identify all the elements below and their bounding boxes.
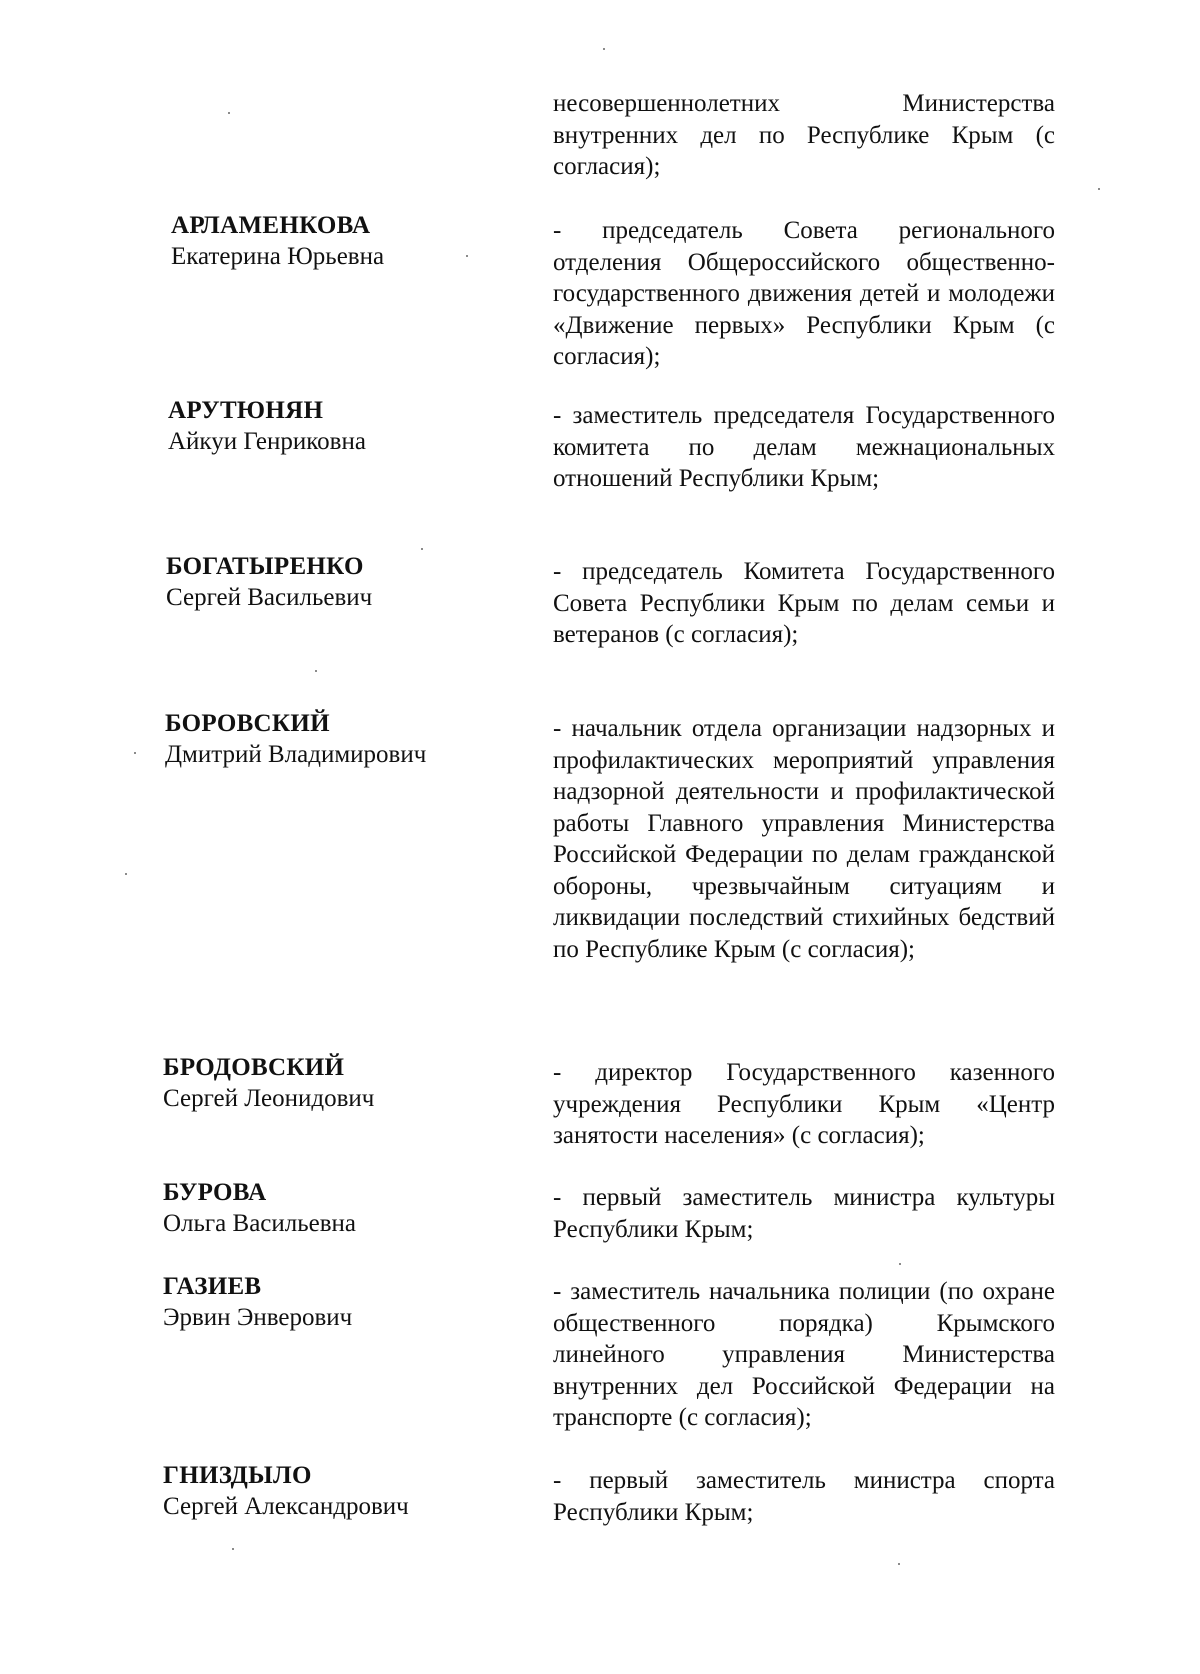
member-name: Айкуи Генриковна	[168, 428, 366, 455]
member-position: - председатель Совета регионального отделения Общероссийского общественно-государственного движения детей и молодежи «Движение первых» Республики Крым (с согласия);	[553, 217, 1055, 370]
member-name: Ольга Васильевна	[163, 1210, 357, 1237]
member-name: Сергей Васильевич	[166, 584, 373, 611]
member-name: Сергей Леонидович	[163, 1085, 375, 1112]
scan-speck	[125, 873, 127, 875]
scan-speck	[1098, 188, 1100, 190]
member-position: - заместитель начальника полиции (по охране общественного порядка) Крымского линейного управления Министерства внутренних дел Российской Федерации на транспорте (с согласия);	[553, 1278, 1055, 1431]
scan-speck	[603, 48, 605, 50]
member-name: Сергей Александрович	[163, 1493, 409, 1520]
scan-speck	[899, 1263, 901, 1265]
scan-speck	[315, 670, 317, 672]
member-surname: АРУТЮНЯН	[168, 397, 324, 424]
member-surname: БОРОВСКИЙ	[165, 710, 330, 737]
member-surname: ГНИЗДЫЛО	[163, 1462, 312, 1489]
member-name: Дмитрий Владимирович	[165, 741, 427, 768]
member-position: - председатель Комитета Государственного Совета Республики Крым по делам семьи и ветеранов (с согласия);	[553, 558, 1055, 648]
member-surname: БУРОВА	[163, 1179, 267, 1206]
member-position: - первый заместитель министра спорта Республики Крым;	[553, 1467, 1055, 1526]
member-surname: ГАЗИЕВ	[163, 1273, 262, 1300]
member-surname: АРЛАМЕНКОВА	[171, 212, 371, 239]
member-surname: БОГАТЫРЕНКО	[166, 553, 364, 580]
scan-speck	[232, 1548, 234, 1550]
member-name: Эрвин Энверович	[163, 1304, 353, 1331]
member-position: - заместитель председателя Государственного комитета по делам межнациональных отношений Республики Крым;	[553, 402, 1055, 492]
member-position: - первый заместитель министра культуры Республики Крым;	[553, 1184, 1055, 1243]
scan-speck	[898, 1563, 900, 1565]
member-surname: БРОДОВСКИЙ	[163, 1054, 345, 1081]
scan-speck	[466, 255, 468, 257]
member-position: - начальник отдела организации надзорных и профилактических мероприятий управления надзорной деятельности и профилактической работы Главного управления Министерства Российской Федерации по делам гражданской обороны, чрезвычайным ситуациям и ликвидации последствий стихийных бедствий по Республике Крым (с согласия);	[553, 715, 1055, 963]
member-position: - директор Государственного казенного учреждения Республики Крым «Центр занятости населения» (с согласия);	[553, 1059, 1055, 1149]
scan-speck	[228, 112, 230, 114]
intro-position-text: несовершеннолетних Министерства внутренних дел по Республике Крым (с согласия);	[553, 90, 1055, 180]
scan-speck	[134, 752, 136, 754]
scan-speck	[421, 548, 423, 550]
member-name: Екатерина Юрьевна	[171, 243, 385, 270]
